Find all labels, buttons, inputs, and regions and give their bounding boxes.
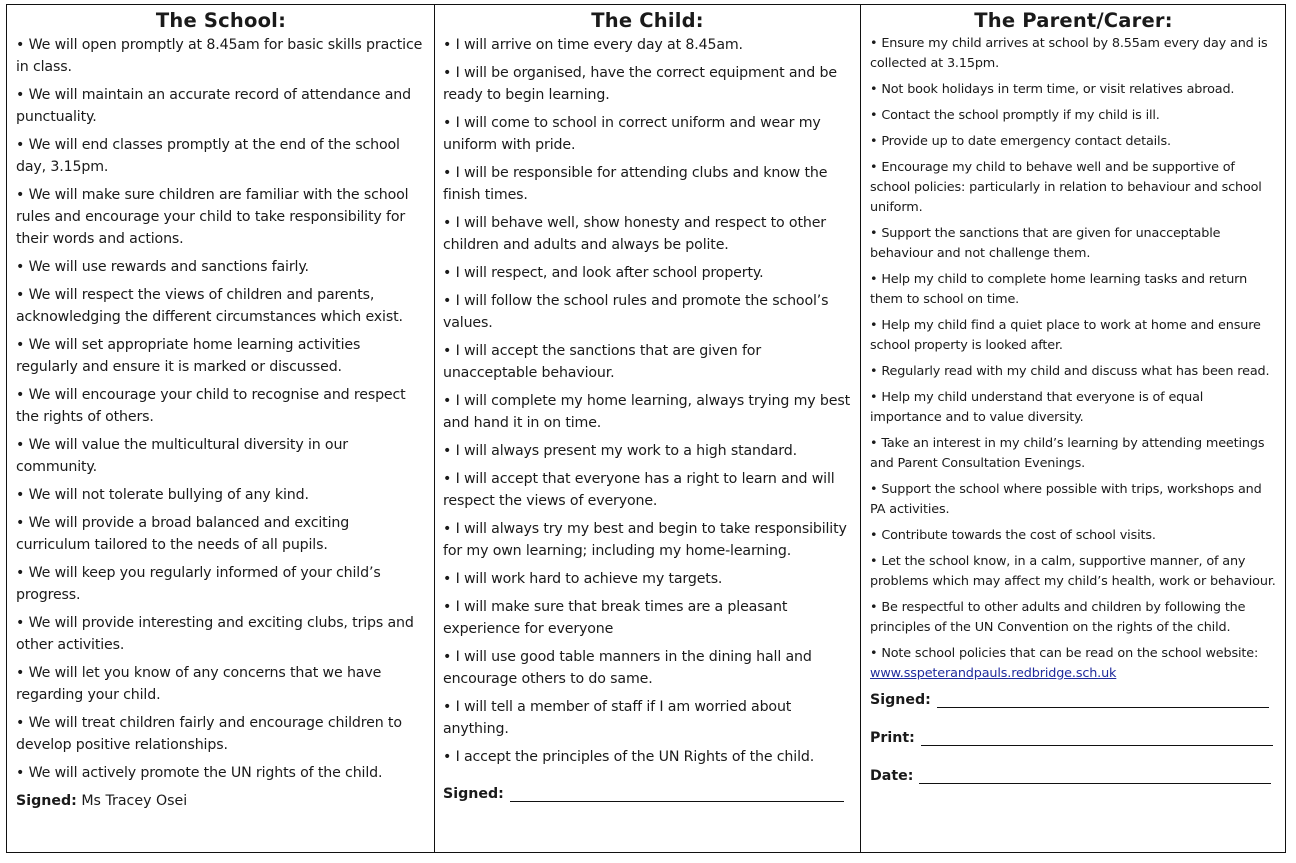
list-item: • We will let you know of any concerns that we have regarding your child.: [16, 665, 382, 703]
list-item: • I will work hard to achieve my targets.: [443, 571, 723, 587]
list-item: • I will follow the school rules and promote the school’s values.: [443, 293, 829, 331]
list-item: • We will encourage your child to recognise and respect the rights of others.: [16, 387, 406, 425]
parent-column: [860, 5, 1285, 852]
list-item: • Be respectful to other adults and children by following the principles of the UN Convention on the rights of the child.: [870, 600, 1246, 635]
child-list: [443, 34, 852, 768]
school-signed-label: Signed:: [16, 793, 77, 809]
list-item: • We will maintain an accurate record of attendance and punctuality.: [16, 87, 411, 125]
parent-date-label: Date:: [870, 768, 914, 784]
list-item: • Regularly read with my child and discuss what has been read.: [870, 364, 1270, 379]
parent-print-field[interactable]: [870, 730, 1273, 746]
list-item: • Help my child find a quiet place to work at home and ensure school property is looked after.: [870, 318, 1261, 353]
list-item: • We will actively promote the UN rights of the child.: [16, 765, 383, 781]
parent-print-line[interactable]: [921, 731, 1273, 746]
school-heading: The School:: [155, 9, 287, 32]
list-item: • We will make sure children are familiar with the school rules and encourage your child to take responsibility for their words and actions.: [16, 187, 409, 247]
list-item: • We will respect the views of children and parents, acknowledging the different circumstances which exist.: [16, 287, 403, 325]
school-column: [7, 5, 434, 852]
list-item: • We will provide a broad balanced and exciting curriculum tailored to the needs of all pupils.: [16, 515, 350, 553]
list-item: • I will always present my work to a high standard.: [443, 443, 797, 459]
list-item: • Not book holidays in term time, or visit relatives abroad.: [870, 82, 1235, 97]
list-item: • Help my child understand that everyone is of equal importance and to value diversity.: [870, 390, 1204, 425]
parent-heading: The Parent/Carer:: [974, 9, 1173, 32]
child-heading: The Child:: [591, 9, 704, 32]
list-item: • We will treat children fairly and encourage children to develop positive relationships.: [16, 715, 402, 753]
list-item: • I will arrive on time every day at 8.45am.: [443, 37, 743, 53]
list-item: • Contact the school promptly if my child is ill.: [870, 108, 1160, 123]
list-item: • I will be organised, have the correct equipment and be ready to begin learning.: [443, 65, 837, 103]
list-item: • I will complete my home learning, always trying my best and hand it in on time.: [443, 393, 850, 431]
child-column: [434, 5, 860, 852]
list-item: • I accept the principles of the UN Rights of the child.: [443, 749, 815, 765]
parent-print-label: Print:: [870, 730, 915, 746]
child-signature-field[interactable]: [443, 786, 844, 802]
list-item: • We will end classes promptly at the end of the school day, 3.15pm.: [16, 137, 400, 175]
school-website-link[interactable]: www.sspeterandpauls.redbridge.sch.uk: [870, 666, 1117, 681]
list-item: • Support the school where possible with trips, workshops and PA activities.: [870, 482, 1262, 517]
school-signature: [16, 790, 426, 812]
list-item: • I will always try my best and begin to take responsibility for my own learning; including my home-learning.: [443, 521, 847, 559]
list-item: • I will accept the sanctions that are given for unacceptable behaviour.: [443, 343, 762, 381]
list-item: • Provide up to date emergency contact details.: [870, 134, 1171, 149]
list-item: • Support the sanctions that are given for unacceptable behaviour and not challenge them.: [870, 226, 1221, 261]
list-item-website: [870, 644, 1277, 684]
list-item: • We will value the multicultural diversity in our community.: [16, 437, 348, 475]
list-item: • We will set appropriate home learning activities regularly and ensure it is marked or discussed.: [16, 337, 361, 375]
list-item: • Take an interest in my child’s learning by attending meetings and Parent Consultation Evenings.: [870, 436, 1265, 471]
parent-date-field[interactable]: [870, 768, 1271, 784]
parent-signature-field[interactable]: [870, 692, 1269, 708]
school-signed-value: Ms Tracey Osei: [81, 793, 188, 809]
home-school-agreement-table: [6, 4, 1286, 853]
list-item: • I will tell a member of staff if I am worried about anything.: [443, 699, 792, 737]
parent-list: [870, 34, 1277, 684]
list-item: • We will use rewards and sanctions fairly.: [16, 259, 309, 275]
list-item: • I will be responsible for attending clubs and know the finish times.: [443, 165, 828, 203]
list-item: • I will use good table manners in the dining hall and encourage others to do same.: [443, 649, 812, 687]
list-item: • Let the school know, in a calm, supportive manner, of any problems which may affect my child’s health, work or behaviour.: [870, 554, 1276, 589]
parent-signed-label: Signed:: [870, 692, 931, 708]
list-item: • We will keep you regularly informed of your child’s progress.: [16, 565, 381, 603]
child-signed-label: Signed:: [443, 786, 504, 802]
list-item: • Help my child to complete home learning tasks and return them to school on time.: [870, 272, 1248, 307]
list-item: • Encourage my child to behave well and be supportive of school policies: particularly in relation to behaviour and school uniform.: [870, 160, 1262, 215]
school-list: [16, 34, 426, 784]
list-item: • I will respect, and look after school property.: [443, 265, 764, 281]
list-item: • We will open promptly at 8.45am for basic skills practice in class.: [16, 37, 423, 75]
parent-signature-line[interactable]: [937, 693, 1269, 708]
list-item: • We will provide interesting and exciting clubs, trips and other activities.: [16, 615, 414, 653]
list-item: • I will accept that everyone has a right to learn and will respect the views of everyone.: [443, 471, 835, 509]
list-item: • I will make sure that break times are a pleasant experience for everyone: [443, 599, 788, 637]
list-item: • I will come to school in correct uniform and wear my uniform with pride.: [443, 115, 821, 153]
list-item: • I will behave well, show honesty and respect to other children and adults and always be polite.: [443, 215, 826, 253]
list-item: • Ensure my child arrives at school by 8.55am every day and is collected at 3.15pm.: [870, 36, 1268, 71]
child-signature-line[interactable]: [510, 787, 844, 802]
parent-date-line[interactable]: [919, 769, 1271, 784]
list-item: • We will not tolerate bullying of any kind.: [16, 487, 309, 503]
list-item: • Contribute towards the cost of school visits.: [870, 528, 1156, 543]
website-note: • Note school policies that can be read on the school website:: [870, 646, 1259, 661]
